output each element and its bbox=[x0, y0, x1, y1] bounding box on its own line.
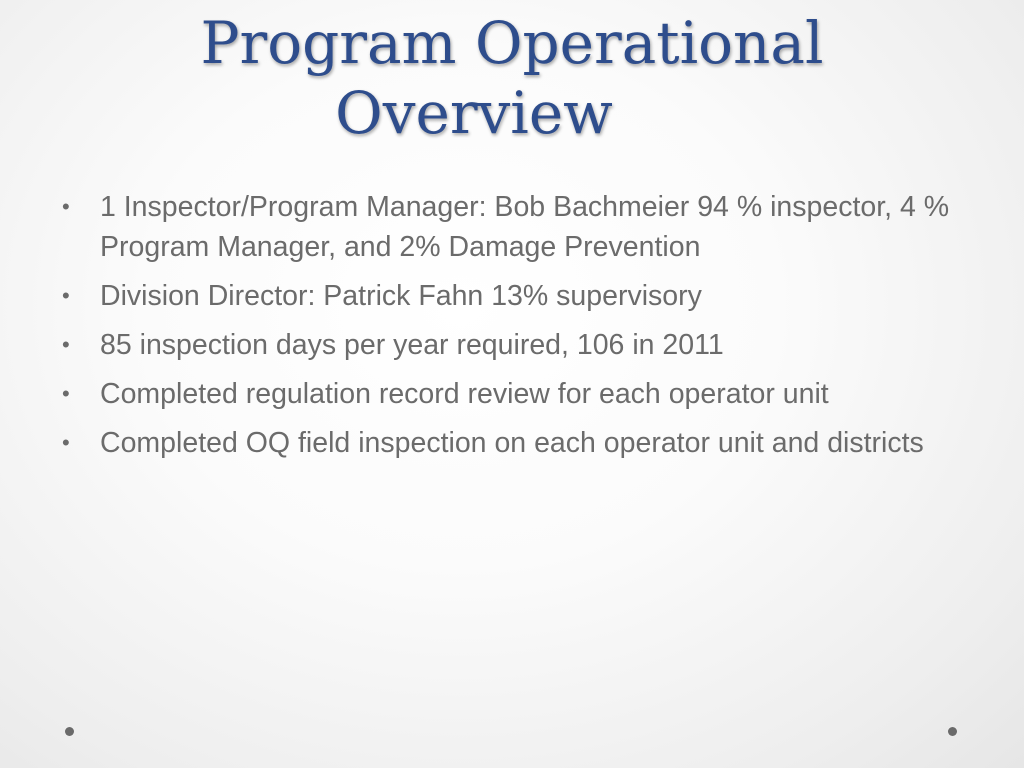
bullet-list bbox=[62, 187, 967, 472]
bullet-text: Completed OQ field inspection on each operator unit and districts bbox=[100, 427, 924, 459]
bullet-item bbox=[62, 374, 967, 414]
bullet-text: 85 inspection days per year required, 106 in 2011 bbox=[100, 329, 724, 361]
bullet-item bbox=[62, 423, 967, 463]
decorative-dot-icon bbox=[948, 727, 957, 736]
bullet-marker-icon: • bbox=[62, 332, 70, 357]
bullet-item bbox=[62, 325, 967, 365]
bullet-item bbox=[62, 187, 967, 267]
decorative-dot-icon bbox=[65, 727, 74, 736]
bullet-item bbox=[62, 276, 967, 316]
slide-title bbox=[0, 8, 1024, 148]
slide-title-line-2: Overview bbox=[335, 79, 613, 147]
bullet-text: Division Director: Patrick Fahn 13% supervisory bbox=[100, 280, 702, 312]
bullet-text: 1 Inspector/Program Manager: Bob Bachmeier 94 % inspector, 4 % Program Manager, and 2% Damage Prevention bbox=[100, 191, 950, 263]
bullet-marker-icon: • bbox=[62, 194, 70, 219]
bullet-marker-icon: • bbox=[62, 283, 70, 308]
bullet-marker-icon: • bbox=[62, 430, 70, 455]
slide-title-line-1: Program Operational bbox=[200, 9, 824, 77]
bullet-marker-icon: • bbox=[62, 381, 70, 406]
bullet-text: Completed regulation record review for each operator unit bbox=[100, 378, 829, 410]
